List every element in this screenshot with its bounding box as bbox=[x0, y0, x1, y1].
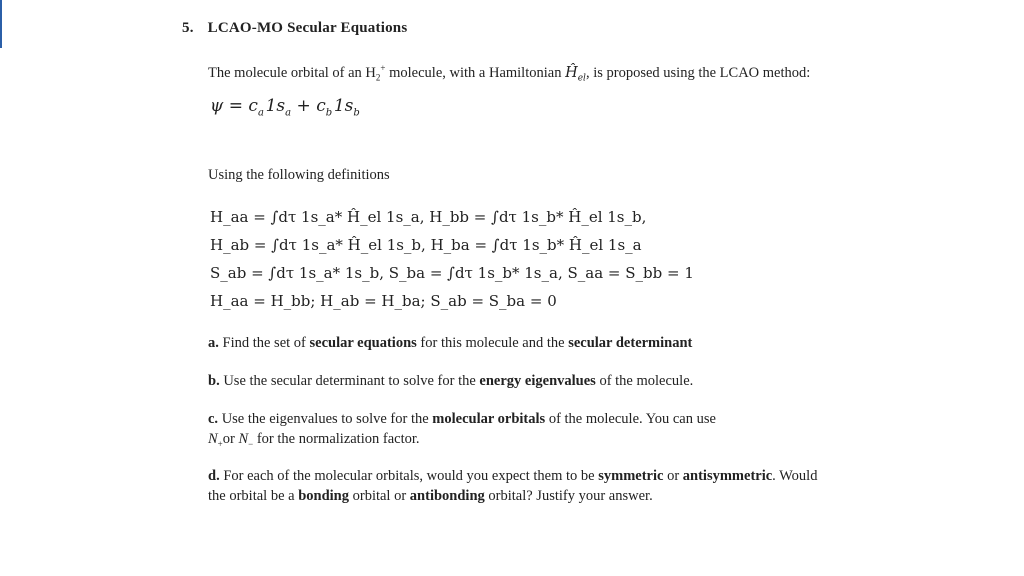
part-d: d. For each of the molecular orbitals, would you expect them to be symmetric or antisymmetric. Would the orbital be a bonding orbital or antibonding orbital? Justify your answer. bbox=[208, 468, 818, 504]
problem-number: 5. bbox=[182, 20, 194, 36]
problem-heading bbox=[182, 20, 407, 37]
problem-title: LCAO-MO Secular Equations bbox=[207, 20, 408, 36]
part-c: c. Use the eigenvalues to solve for the molecular orbitals of the molecule. You can use $N_+or$ $N_-$ for the normalization factor. bbox=[208, 411, 716, 449]
part-b: b. Use the secular determinant to solve for the energy eigenvalues of the molecule. bbox=[208, 373, 694, 389]
definition-line-2: H_ab = ∫dτ 1s_a* Ĥ_el 1s_b, H_ba = ∫dτ 1s_b* Ĥ_el 1s_a bbox=[210, 236, 642, 254]
hamiltonian-symbol: Ĥ bbox=[565, 64, 578, 81]
definition-line-1: H_aa = ∫dτ 1s_a* Ĥ_el 1s_a, H_bb = ∫dτ 1s_b* Ĥ_el 1s_b, bbox=[210, 208, 647, 226]
definition-line-3: S_ab = ∫dτ 1s_a* 1s_b, S_ba = ∫dτ 1s_b* 1s_a, S_aa = S_bb = 1 bbox=[210, 264, 694, 282]
definition-line-4: H_aa = H_bb; H_ab = H_ba; S_ab = S_ba = 0 bbox=[210, 292, 557, 310]
intro-paragraph: The molecule orbital of an $H_2^+$ molecule, with a Hamiltonian $Ĥ_{el}$, is proposed using the LCAO method: bbox=[208, 63, 811, 84]
part-a: a. Find the set of secular equations for this molecule and the secular determinant bbox=[208, 335, 693, 351]
wavefunction-equation: $\psi = c_a$ $1s_a + c_b$ $1s_b$ bbox=[210, 96, 360, 119]
definitions-label: Using the following definitions bbox=[208, 167, 390, 183]
